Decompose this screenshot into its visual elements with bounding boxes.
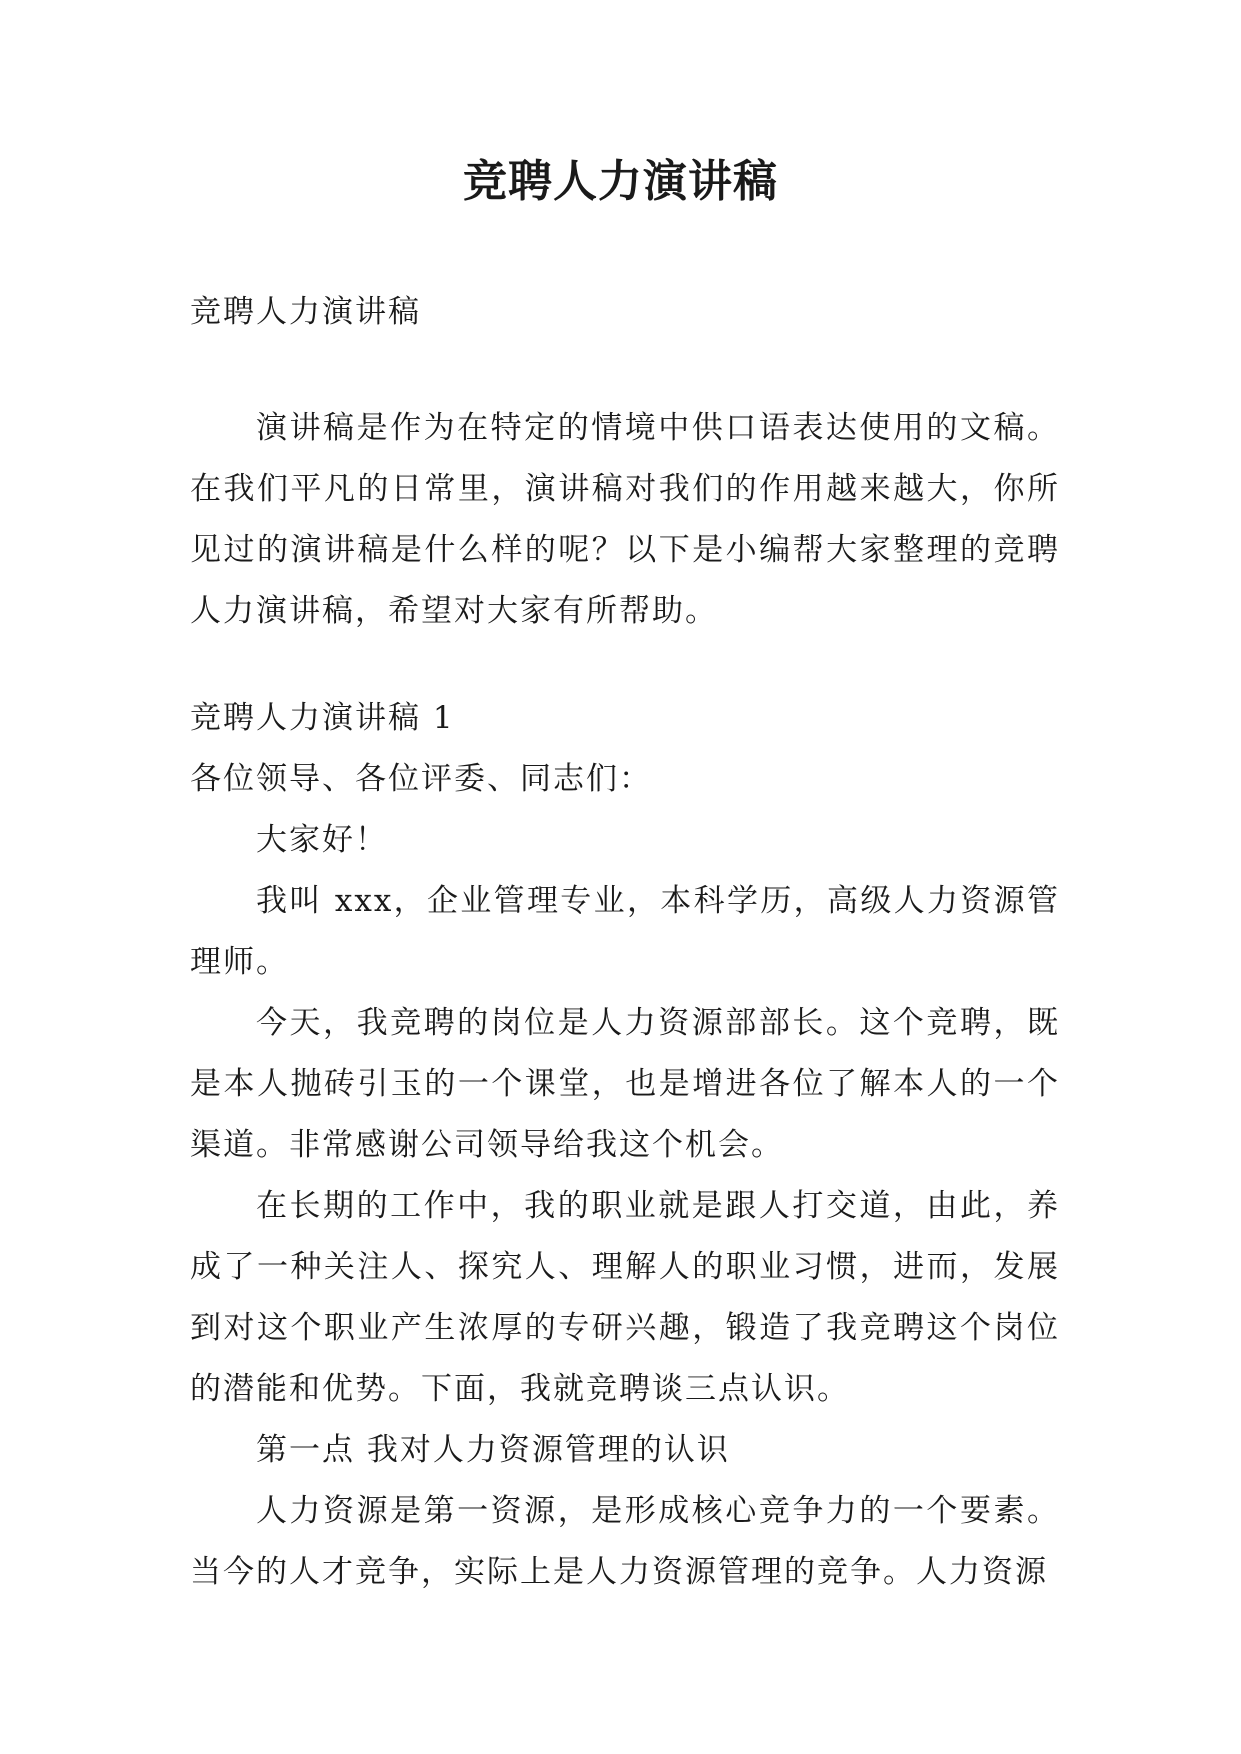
self-intro-paragraph: 我叫 xxx，企业管理专业，本科学历，高级人力资源管理师。	[190, 883, 1060, 980]
intro-paragraph: 演讲稿是作为在特定的情境中供口语表达使用的文稿。在我们平凡的日常里，演讲稿对我们的作用越来越大，你所见过的演讲稿是什么样的呢？以下是小编帮大家整理的竞聘人力演讲稿，希望对大家有所帮助。	[190, 410, 1060, 629]
section-heading: 竞聘人力演讲稿 1	[190, 700, 455, 736]
point-heading: 第一点 我对人力资源管理的认识	[256, 1432, 730, 1468]
subtitle-paragraph: 竞聘人力演讲稿	[190, 294, 421, 330]
position-paragraph: 今天，我竞聘的岗位是人力资源部部长。这个竞聘，既是本人抛砖引玉的一个课堂，也是增进各位了解本人的一个渠道。非常感谢公司领导给我这个机会。	[190, 1005, 1060, 1163]
salutation-paragraph: 各位领导、各位评委、同志们：	[190, 761, 652, 797]
hr-paragraph: 人力资源是第一资源，是形成核心竞争力的一个要素。当今的人才竞争，实际上是人力资源管理的竞争。人力资源	[190, 1493, 1060, 1590]
greeting-paragraph: 大家好！	[256, 822, 388, 858]
experience-paragraph: 在长期的工作中，我的职业就是跟人打交道，由此，养成了一种关注人、探究人、理解人的职业习惯，进而，发展到对这个职业产生浓厚的专研兴趣，锻造了我竞聘这个岗位的潜能和优势。下面，我就竞聘谈三点认识。	[190, 1188, 1060, 1407]
document-title: 竞聘人力演讲稿	[463, 156, 778, 207]
